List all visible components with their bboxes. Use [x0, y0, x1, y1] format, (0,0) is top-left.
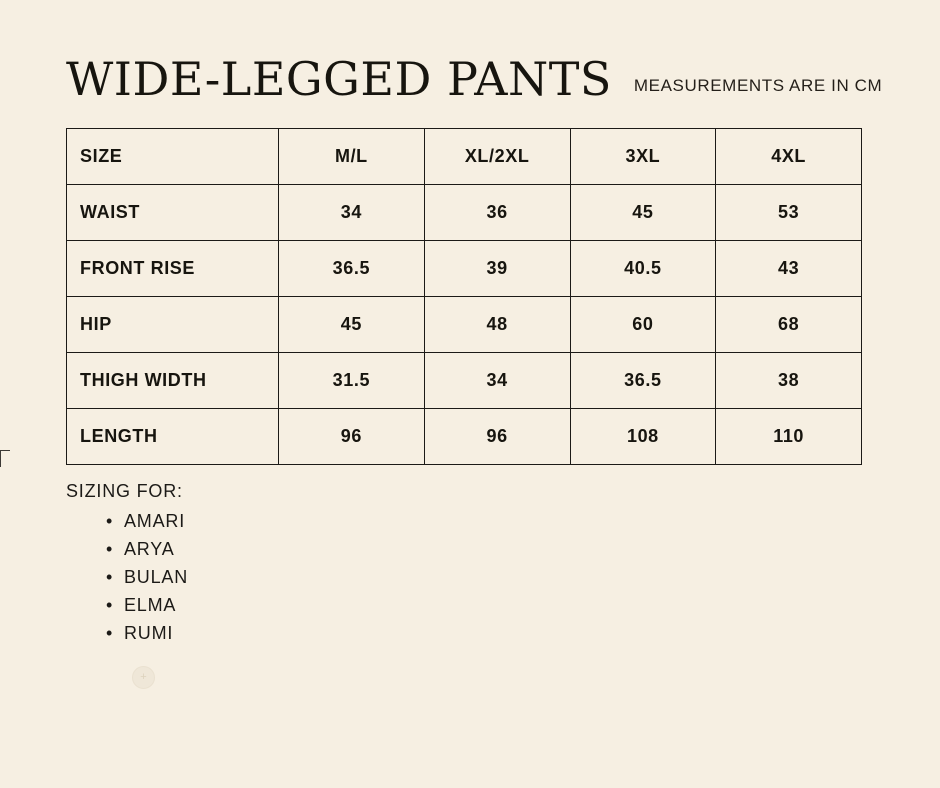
- table-row: [67, 241, 862, 297]
- cell-length-ml: 96: [279, 409, 425, 465]
- row-label-hip: HIP: [67, 297, 279, 353]
- sizing-model-list: [80, 507, 188, 647]
- row-label-length: LENGTH: [67, 409, 279, 465]
- cell-hip-xl2xl: 48: [424, 297, 570, 353]
- header: [66, 52, 883, 106]
- cell-thigh-width-3xl: 36.5: [570, 353, 716, 409]
- plus-icon[interactable]: +: [132, 666, 155, 689]
- column-header-4xl: 4XL: [716, 129, 862, 185]
- table-row: [67, 409, 862, 465]
- cell-thigh-width-ml: 31.5: [279, 353, 425, 409]
- cell-waist-3xl: 45: [570, 185, 716, 241]
- cell-thigh-width-xl2xl: 34: [424, 353, 570, 409]
- cell-front-rise-xl2xl: 39: [424, 241, 570, 297]
- cell-hip-4xl: 68: [716, 297, 862, 353]
- size-measurements-table: [66, 128, 862, 465]
- cell-front-rise-3xl: 40.5: [570, 241, 716, 297]
- cell-thigh-width-4xl: 38: [716, 353, 862, 409]
- cell-length-3xl: 108: [570, 409, 716, 465]
- cell-waist-ml: 34: [279, 185, 425, 241]
- row-label-thigh-width: THIGH WIDTH: [67, 353, 279, 409]
- cell-front-rise-ml: 36.5: [279, 241, 425, 297]
- list-item: • ELMA: [106, 591, 188, 619]
- table-row: [67, 297, 862, 353]
- table-row: [67, 353, 862, 409]
- page-title: WIDE-LEGGED PANTS: [66, 52, 612, 106]
- column-header-ml: M/L: [279, 129, 425, 185]
- list-item: • BULAN: [106, 563, 188, 591]
- cell-waist-4xl: 53: [716, 185, 862, 241]
- sizing-for-heading: SIZING FOR:: [66, 481, 183, 501]
- table-row: [67, 185, 862, 241]
- cell-length-4xl: 110: [716, 409, 862, 465]
- cell-front-rise-4xl: 43: [716, 241, 862, 297]
- list-item: • ARYA: [106, 535, 188, 563]
- cell-length-xl2xl: 96: [424, 409, 570, 465]
- row-label-front-rise: FRONT RISE: [67, 241, 279, 297]
- table-header-row: [67, 129, 862, 185]
- measurement-unit-note: MEASUREMENTS ARE IN CM: [633, 76, 883, 95]
- crop-mark: [0, 450, 10, 467]
- row-label-waist: WAIST: [67, 185, 279, 241]
- column-header-xl2xl: XL/2XL: [424, 129, 570, 185]
- list-item: • RUMI: [106, 619, 188, 647]
- column-header-size: SIZE: [67, 129, 279, 185]
- column-header-3xl: 3XL: [570, 129, 716, 185]
- list-item: • AMARI: [106, 507, 188, 535]
- cell-hip-ml: 45: [279, 297, 425, 353]
- cell-hip-3xl: 60: [570, 297, 716, 353]
- cell-waist-xl2xl: 36: [424, 185, 570, 241]
